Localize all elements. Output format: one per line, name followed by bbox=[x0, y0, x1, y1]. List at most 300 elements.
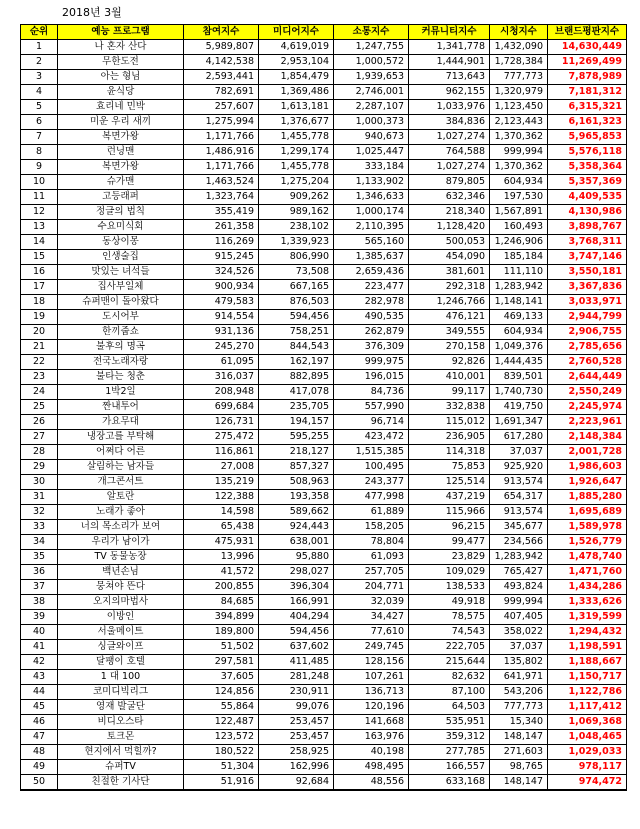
media-cell: 396,304 bbox=[259, 580, 334, 595]
viewership-cell: 469,133 bbox=[490, 310, 548, 325]
program-cell: 달팽이 호텔 bbox=[58, 655, 184, 670]
community-cell: 535,951 bbox=[409, 715, 490, 730]
community-cell: 410,001 bbox=[409, 370, 490, 385]
media-cell: 1,455,778 bbox=[259, 160, 334, 175]
table-row bbox=[21, 595, 627, 610]
viewership-cell: 1,740,730 bbox=[490, 385, 548, 400]
table-row bbox=[21, 445, 627, 460]
table-row bbox=[21, 310, 627, 325]
community-cell: 236,905 bbox=[409, 430, 490, 445]
community-cell: 476,121 bbox=[409, 310, 490, 325]
table-row bbox=[21, 205, 627, 220]
communication-cell: 1,025,447 bbox=[334, 145, 409, 160]
community-cell: 359,312 bbox=[409, 730, 490, 745]
viewership-cell: 345,677 bbox=[490, 520, 548, 535]
table-caption: 2018년 3월 bbox=[62, 6, 122, 19]
participation-cell: 782,691 bbox=[184, 85, 259, 100]
communication-cell: 1,939,653 bbox=[334, 70, 409, 85]
participation-cell: 84,685 bbox=[184, 595, 259, 610]
program-cell: 슈퍼TV bbox=[58, 760, 184, 775]
rank-cell: 38 bbox=[21, 595, 58, 610]
community-cell: 166,557 bbox=[409, 760, 490, 775]
community-cell: 292,318 bbox=[409, 280, 490, 295]
rank-cell: 14 bbox=[21, 235, 58, 250]
participation-cell: 1,323,764 bbox=[184, 190, 259, 205]
table-row bbox=[21, 625, 627, 640]
communication-cell: 40,198 bbox=[334, 745, 409, 760]
participation-cell: 135,219 bbox=[184, 475, 259, 490]
community-cell: 115,966 bbox=[409, 505, 490, 520]
participation-cell: 55,864 bbox=[184, 700, 259, 715]
table-row bbox=[21, 235, 627, 250]
viewership-cell: 1,567,891 bbox=[490, 205, 548, 220]
program-cell: 무한도전 bbox=[58, 55, 184, 70]
media-cell: 298,027 bbox=[259, 565, 334, 580]
participation-cell: 122,388 bbox=[184, 490, 259, 505]
rank-cell: 33 bbox=[21, 520, 58, 535]
header-rank: 순위 bbox=[21, 25, 58, 40]
brand-reputation-cell: 1,048,465 bbox=[548, 730, 627, 745]
communication-cell: 249,745 bbox=[334, 640, 409, 655]
participation-cell: 189,800 bbox=[184, 625, 259, 640]
viewership-cell: 913,574 bbox=[490, 505, 548, 520]
rank-cell: 29 bbox=[21, 460, 58, 475]
community-cell: 115,012 bbox=[409, 415, 490, 430]
communication-cell: 96,714 bbox=[334, 415, 409, 430]
header-program: 예능 프로그램 bbox=[58, 25, 184, 40]
community-cell: 1,128,420 bbox=[409, 220, 490, 235]
media-cell: 1,275,204 bbox=[259, 175, 334, 190]
media-cell: 411,485 bbox=[259, 655, 334, 670]
participation-cell: 1,171,766 bbox=[184, 160, 259, 175]
table-row bbox=[21, 415, 627, 430]
brand-reputation-cell: 2,906,755 bbox=[548, 325, 627, 340]
participation-cell: 61,095 bbox=[184, 355, 259, 370]
communication-cell: 61,093 bbox=[334, 550, 409, 565]
table-row bbox=[21, 220, 627, 235]
viewership-cell: 493,824 bbox=[490, 580, 548, 595]
table-row bbox=[21, 190, 627, 205]
table-row bbox=[21, 100, 627, 115]
program-cell: 슈가맨 bbox=[58, 175, 184, 190]
participation-cell: 13,996 bbox=[184, 550, 259, 565]
program-cell: 나 혼자 산다 bbox=[58, 40, 184, 55]
participation-cell: 275,472 bbox=[184, 430, 259, 445]
participation-cell: 394,899 bbox=[184, 610, 259, 625]
table-row bbox=[21, 520, 627, 535]
communication-cell: 257,705 bbox=[334, 565, 409, 580]
communication-cell: 498,495 bbox=[334, 760, 409, 775]
rank-cell: 16 bbox=[21, 265, 58, 280]
program-cell: 현지에서 먹힐까? bbox=[58, 745, 184, 760]
table-row bbox=[21, 340, 627, 355]
program-cell: 서울메이트 bbox=[58, 625, 184, 640]
program-cell: 효리네 민박 bbox=[58, 100, 184, 115]
viewership-cell: 1,444,435 bbox=[490, 355, 548, 370]
participation-cell: 479,583 bbox=[184, 295, 259, 310]
participation-cell: 915,245 bbox=[184, 250, 259, 265]
brand-reputation-cell: 3,898,767 bbox=[548, 220, 627, 235]
rank-cell: 36 bbox=[21, 565, 58, 580]
table-row bbox=[21, 730, 627, 745]
viewership-cell: 543,206 bbox=[490, 685, 548, 700]
table-row bbox=[21, 325, 627, 340]
community-cell: 114,318 bbox=[409, 445, 490, 460]
brand-reputation-cell: 3,768,311 bbox=[548, 235, 627, 250]
communication-cell: 100,495 bbox=[334, 460, 409, 475]
rank-cell: 44 bbox=[21, 685, 58, 700]
communication-cell: 565,160 bbox=[334, 235, 409, 250]
table-row bbox=[21, 295, 627, 310]
rank-cell: 21 bbox=[21, 340, 58, 355]
media-cell: 595,255 bbox=[259, 430, 334, 445]
brand-reputation-cell: 1,029,033 bbox=[548, 745, 627, 760]
rank-cell: 39 bbox=[21, 610, 58, 625]
rank-cell: 41 bbox=[21, 640, 58, 655]
brand-reputation-cell: 6,161,323 bbox=[548, 115, 627, 130]
rank-cell: 1 bbox=[21, 40, 58, 55]
community-cell: 99,117 bbox=[409, 385, 490, 400]
rank-cell: 31 bbox=[21, 490, 58, 505]
participation-cell: 116,861 bbox=[184, 445, 259, 460]
community-cell: 1,033,976 bbox=[409, 100, 490, 115]
media-cell: 230,911 bbox=[259, 685, 334, 700]
communication-cell: 2,110,395 bbox=[334, 220, 409, 235]
media-cell: 638,001 bbox=[259, 535, 334, 550]
rank-cell: 10 bbox=[21, 175, 58, 190]
viewership-cell: 37,037 bbox=[490, 445, 548, 460]
brand-reputation-cell: 1,150,717 bbox=[548, 670, 627, 685]
rank-cell: 37 bbox=[21, 580, 58, 595]
participation-cell: 27,008 bbox=[184, 460, 259, 475]
viewership-cell: 135,802 bbox=[490, 655, 548, 670]
program-cell: 복면가왕 bbox=[58, 130, 184, 145]
table-row bbox=[21, 640, 627, 655]
program-cell: 백년손님 bbox=[58, 565, 184, 580]
brand-reputation-cell: 1,478,740 bbox=[548, 550, 627, 565]
table-row bbox=[21, 385, 627, 400]
media-cell: 1,613,181 bbox=[259, 100, 334, 115]
table-row bbox=[21, 610, 627, 625]
communication-cell: 158,205 bbox=[334, 520, 409, 535]
media-cell: 508,963 bbox=[259, 475, 334, 490]
program-cell: TV 동물농장 bbox=[58, 550, 184, 565]
rank-cell: 5 bbox=[21, 100, 58, 115]
brand-reputation-cell: 1,589,978 bbox=[548, 520, 627, 535]
program-cell: 이방인 bbox=[58, 610, 184, 625]
communication-cell: 557,990 bbox=[334, 400, 409, 415]
community-cell: 633,168 bbox=[409, 775, 490, 791]
viewership-cell: 407,405 bbox=[490, 610, 548, 625]
participation-cell: 4,142,538 bbox=[184, 55, 259, 70]
program-cell: 고등래퍼 bbox=[58, 190, 184, 205]
brand-reputation-cell: 1,986,603 bbox=[548, 460, 627, 475]
community-cell: 138,533 bbox=[409, 580, 490, 595]
program-cell: 수요미식회 bbox=[58, 220, 184, 235]
participation-cell: 126,731 bbox=[184, 415, 259, 430]
media-cell: 1,455,778 bbox=[259, 130, 334, 145]
participation-cell: 475,931 bbox=[184, 535, 259, 550]
participation-cell: 122,487 bbox=[184, 715, 259, 730]
community-cell: 1,246,766 bbox=[409, 295, 490, 310]
participation-cell: 180,522 bbox=[184, 745, 259, 760]
program-cell: 아는 형님 bbox=[58, 70, 184, 85]
viewership-cell: 839,501 bbox=[490, 370, 548, 385]
communication-cell: 2,287,107 bbox=[334, 100, 409, 115]
table-row bbox=[21, 550, 627, 565]
community-cell: 92,826 bbox=[409, 355, 490, 370]
brand-reputation-cell: 2,644,449 bbox=[548, 370, 627, 385]
community-cell: 218,340 bbox=[409, 205, 490, 220]
communication-cell: 477,998 bbox=[334, 490, 409, 505]
viewership-cell: 185,184 bbox=[490, 250, 548, 265]
table-body bbox=[21, 40, 627, 791]
table-row bbox=[21, 460, 627, 475]
community-cell: 437,219 bbox=[409, 490, 490, 505]
participation-cell: 116,269 bbox=[184, 235, 259, 250]
media-cell: 2,953,104 bbox=[259, 55, 334, 70]
community-cell: 49,918 bbox=[409, 595, 490, 610]
participation-cell: 324,526 bbox=[184, 265, 259, 280]
brand-reputation-cell: 2,245,974 bbox=[548, 400, 627, 415]
communication-cell: 141,668 bbox=[334, 715, 409, 730]
brand-reputation-cell: 1,319,599 bbox=[548, 610, 627, 625]
community-cell: 1,027,274 bbox=[409, 130, 490, 145]
communication-cell: 2,746,001 bbox=[334, 85, 409, 100]
communication-cell: 204,771 bbox=[334, 580, 409, 595]
communication-cell: 34,427 bbox=[334, 610, 409, 625]
viewership-cell: 777,773 bbox=[490, 700, 548, 715]
viewership-cell: 604,934 bbox=[490, 325, 548, 340]
media-cell: 589,662 bbox=[259, 505, 334, 520]
viewership-cell: 1,728,384 bbox=[490, 55, 548, 70]
participation-cell: 699,684 bbox=[184, 400, 259, 415]
media-cell: 1,339,923 bbox=[259, 235, 334, 250]
brand-reputation-cell: 5,965,853 bbox=[548, 130, 627, 145]
participation-cell: 1,463,524 bbox=[184, 175, 259, 190]
brand-reputation-cell: 4,409,535 bbox=[548, 190, 627, 205]
table-row bbox=[21, 505, 627, 520]
community-cell: 222,705 bbox=[409, 640, 490, 655]
viewership-cell: 271,603 bbox=[490, 745, 548, 760]
brand-reputation-cell: 1,198,591 bbox=[548, 640, 627, 655]
media-cell: 258,925 bbox=[259, 745, 334, 760]
table-row bbox=[21, 85, 627, 100]
rank-cell: 7 bbox=[21, 130, 58, 145]
rank-cell: 17 bbox=[21, 280, 58, 295]
viewership-cell: 1,370,362 bbox=[490, 130, 548, 145]
media-cell: 758,251 bbox=[259, 325, 334, 340]
brand-reputation-cell: 978,117 bbox=[548, 760, 627, 775]
media-cell: 162,197 bbox=[259, 355, 334, 370]
viewership-cell: 1,320,979 bbox=[490, 85, 548, 100]
table-row bbox=[21, 670, 627, 685]
media-cell: 844,543 bbox=[259, 340, 334, 355]
communication-cell: 163,976 bbox=[334, 730, 409, 745]
communication-cell: 1,000,373 bbox=[334, 115, 409, 130]
communication-cell: 128,156 bbox=[334, 655, 409, 670]
community-cell: 125,514 bbox=[409, 475, 490, 490]
community-cell: 96,215 bbox=[409, 520, 490, 535]
rank-cell: 18 bbox=[21, 295, 58, 310]
media-cell: 1,299,174 bbox=[259, 145, 334, 160]
viewership-cell: 925,920 bbox=[490, 460, 548, 475]
viewership-cell: 999,994 bbox=[490, 145, 548, 160]
table-row bbox=[21, 280, 627, 295]
community-cell: 500,053 bbox=[409, 235, 490, 250]
brand-reputation-cell: 974,472 bbox=[548, 775, 627, 791]
program-cell: 윤식당 bbox=[58, 85, 184, 100]
media-cell: 4,619,019 bbox=[259, 40, 334, 55]
media-cell: 193,358 bbox=[259, 490, 334, 505]
brand-reputation-cell: 2,785,656 bbox=[548, 340, 627, 355]
rank-cell: 15 bbox=[21, 250, 58, 265]
program-cell: 짠내투어 bbox=[58, 400, 184, 415]
community-cell: 277,785 bbox=[409, 745, 490, 760]
communication-cell: 77,610 bbox=[334, 625, 409, 640]
program-cell: 인생술집 bbox=[58, 250, 184, 265]
viewership-cell: 419,750 bbox=[490, 400, 548, 415]
header-communication: 소통지수 bbox=[334, 25, 409, 40]
community-cell: 879,805 bbox=[409, 175, 490, 190]
viewership-cell: 358,022 bbox=[490, 625, 548, 640]
viewership-cell: 148,147 bbox=[490, 775, 548, 791]
community-cell: 75,853 bbox=[409, 460, 490, 475]
brand-reputation-cell: 11,269,499 bbox=[548, 55, 627, 70]
brand-reputation-cell: 2,223,961 bbox=[548, 415, 627, 430]
communication-cell: 136,713 bbox=[334, 685, 409, 700]
program-cell: 노래가 좋아 bbox=[58, 505, 184, 520]
community-cell: 64,503 bbox=[409, 700, 490, 715]
viewership-cell: 1,148,141 bbox=[490, 295, 548, 310]
rank-cell: 32 bbox=[21, 505, 58, 520]
media-cell: 594,456 bbox=[259, 625, 334, 640]
program-cell: 영재 발굴단 bbox=[58, 700, 184, 715]
media-cell: 253,457 bbox=[259, 730, 334, 745]
media-cell: 162,996 bbox=[259, 760, 334, 775]
viewership-cell: 1,283,942 bbox=[490, 280, 548, 295]
media-cell: 281,248 bbox=[259, 670, 334, 685]
media-cell: 194,157 bbox=[259, 415, 334, 430]
brand-reputation-cell: 1,526,779 bbox=[548, 535, 627, 550]
table-row bbox=[21, 55, 627, 70]
header-viewership: 시청지수 bbox=[490, 25, 548, 40]
rank-cell: 19 bbox=[21, 310, 58, 325]
table-row bbox=[21, 70, 627, 85]
communication-cell: 32,039 bbox=[334, 595, 409, 610]
brand-reputation-cell: 5,576,118 bbox=[548, 145, 627, 160]
table-row bbox=[21, 40, 627, 55]
participation-cell: 297,581 bbox=[184, 655, 259, 670]
program-cell: 도시어부 bbox=[58, 310, 184, 325]
rank-cell: 40 bbox=[21, 625, 58, 640]
media-cell: 238,102 bbox=[259, 220, 334, 235]
rank-cell: 13 bbox=[21, 220, 58, 235]
community-cell: 109,029 bbox=[409, 565, 490, 580]
viewership-cell: 913,574 bbox=[490, 475, 548, 490]
communication-cell: 940,673 bbox=[334, 130, 409, 145]
table-row bbox=[21, 745, 627, 760]
table-row bbox=[21, 250, 627, 265]
media-cell: 99,076 bbox=[259, 700, 334, 715]
media-cell: 73,508 bbox=[259, 265, 334, 280]
rank-cell: 20 bbox=[21, 325, 58, 340]
media-cell: 857,327 bbox=[259, 460, 334, 475]
community-cell: 454,090 bbox=[409, 250, 490, 265]
table-row bbox=[21, 265, 627, 280]
communication-cell: 61,889 bbox=[334, 505, 409, 520]
brand-reputation-cell: 2,760,528 bbox=[548, 355, 627, 370]
media-cell: 92,684 bbox=[259, 775, 334, 791]
program-cell: 오지의마법사 bbox=[58, 595, 184, 610]
program-cell: 토크몬 bbox=[58, 730, 184, 745]
brand-reputation-cell: 5,357,369 bbox=[548, 175, 627, 190]
community-cell: 713,643 bbox=[409, 70, 490, 85]
program-cell: 미운 우리 새끼 bbox=[58, 115, 184, 130]
rank-cell: 48 bbox=[21, 745, 58, 760]
communication-cell: 1,385,637 bbox=[334, 250, 409, 265]
communication-cell: 243,377 bbox=[334, 475, 409, 490]
media-cell: 909,262 bbox=[259, 190, 334, 205]
viewership-cell: 160,493 bbox=[490, 220, 548, 235]
viewership-cell: 234,566 bbox=[490, 535, 548, 550]
rank-cell: 4 bbox=[21, 85, 58, 100]
viewership-cell: 1,049,376 bbox=[490, 340, 548, 355]
community-cell: 381,601 bbox=[409, 265, 490, 280]
media-cell: 1,854,479 bbox=[259, 70, 334, 85]
rank-cell: 45 bbox=[21, 700, 58, 715]
media-cell: 667,165 bbox=[259, 280, 334, 295]
community-cell: 1,341,778 bbox=[409, 40, 490, 55]
media-cell: 1,369,486 bbox=[259, 85, 334, 100]
header-brand-reputation: 브랜드평판지수 bbox=[548, 25, 627, 40]
table-header bbox=[21, 25, 627, 40]
table-row bbox=[21, 475, 627, 490]
viewership-cell: 1,370,362 bbox=[490, 160, 548, 175]
communication-cell: 999,975 bbox=[334, 355, 409, 370]
table-row bbox=[21, 565, 627, 580]
rank-cell: 23 bbox=[21, 370, 58, 385]
header-media: 미디어지수 bbox=[259, 25, 334, 40]
viewership-cell: 15,340 bbox=[490, 715, 548, 730]
communication-cell: 120,196 bbox=[334, 700, 409, 715]
participation-cell: 65,438 bbox=[184, 520, 259, 535]
table-row bbox=[21, 130, 627, 145]
program-cell: 알토란 bbox=[58, 490, 184, 505]
program-cell: 맛있는 녀석들 bbox=[58, 265, 184, 280]
participation-cell: 208,948 bbox=[184, 385, 259, 400]
participation-cell: 37,605 bbox=[184, 670, 259, 685]
media-cell: 882,895 bbox=[259, 370, 334, 385]
media-cell: 166,991 bbox=[259, 595, 334, 610]
program-cell: 살림하는 남자들 bbox=[58, 460, 184, 475]
brand-reputation-table bbox=[20, 24, 627, 791]
viewership-cell: 777,773 bbox=[490, 70, 548, 85]
header-row bbox=[21, 25, 627, 40]
brand-reputation-cell: 3,747,146 bbox=[548, 250, 627, 265]
communication-cell: 1,515,385 bbox=[334, 445, 409, 460]
table-row bbox=[21, 655, 627, 670]
table-row bbox=[21, 580, 627, 595]
participation-cell: 123,572 bbox=[184, 730, 259, 745]
rank-cell: 12 bbox=[21, 205, 58, 220]
brand-reputation-cell: 1,188,667 bbox=[548, 655, 627, 670]
viewership-cell: 1,432,090 bbox=[490, 40, 548, 55]
brand-reputation-cell: 1,885,280 bbox=[548, 490, 627, 505]
brand-reputation-cell: 1,926,647 bbox=[548, 475, 627, 490]
rank-cell: 22 bbox=[21, 355, 58, 370]
communication-cell: 282,978 bbox=[334, 295, 409, 310]
